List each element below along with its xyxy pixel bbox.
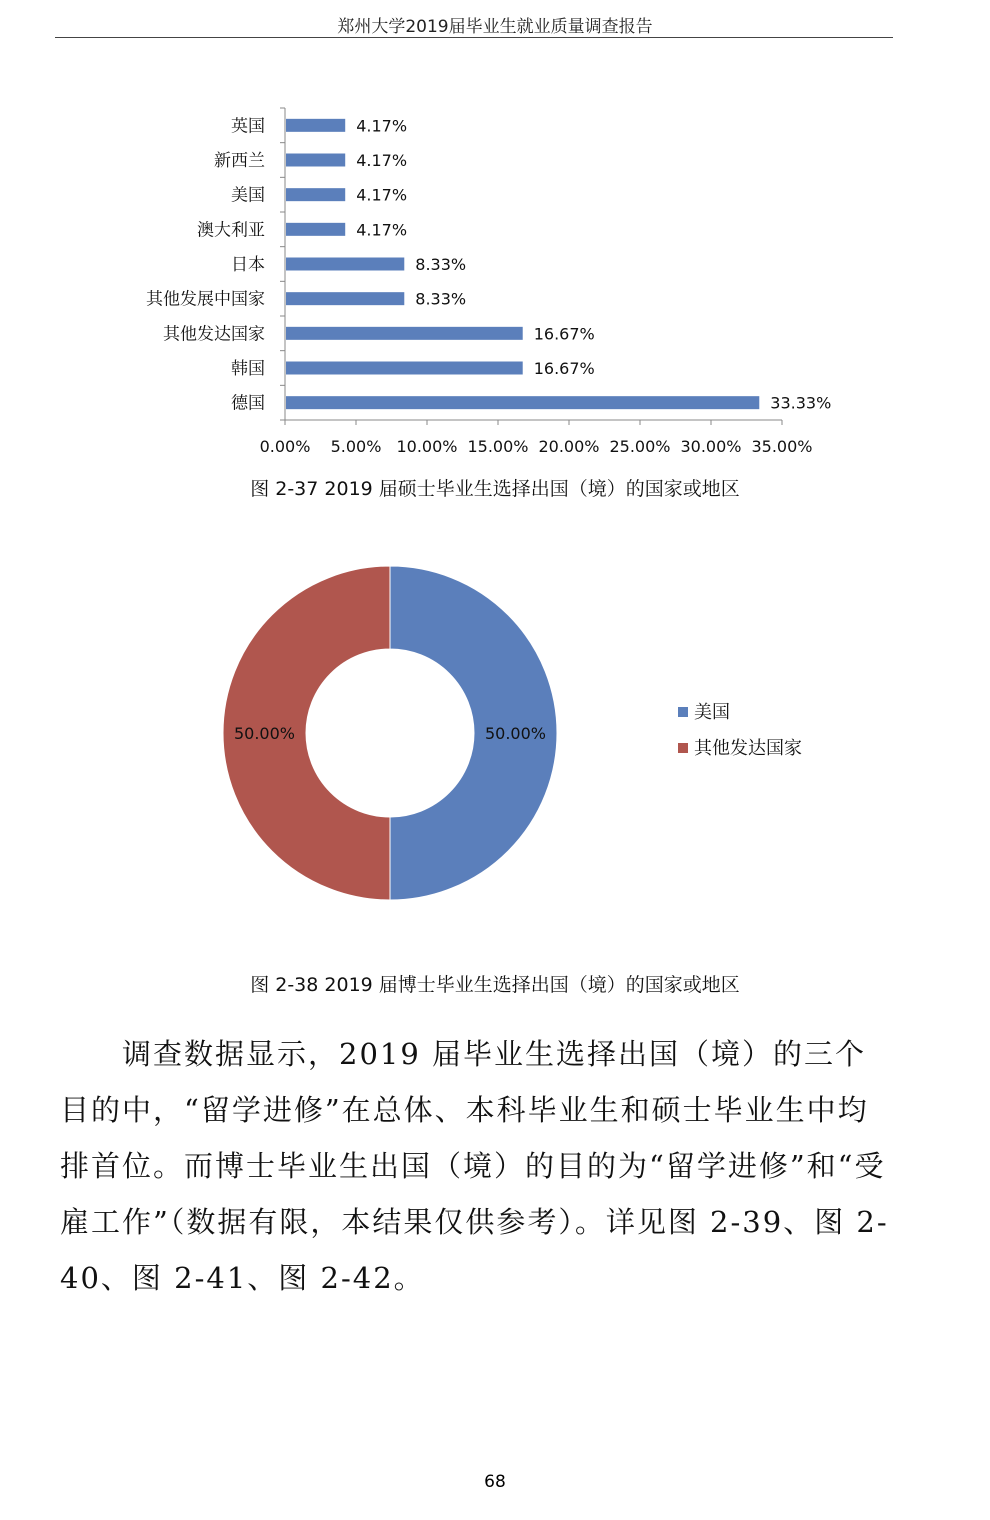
data-label: 16.67% xyxy=(533,324,595,344)
data-label: 4.17% xyxy=(356,116,408,136)
x-tick-label: 20.00% xyxy=(538,437,600,456)
slice-data-label: 50.00% xyxy=(233,724,296,743)
data-label: 4.17% xyxy=(356,185,408,205)
x-tick-label: 35.00% xyxy=(751,437,813,456)
body-paragraph: 调查数据显示，2019 届毕业生选择出国（境）的三个目的中，“留学进修”在总体、本科毕业生和硕士毕业生中均排首位。而博士毕业生出国（境）的目的为“留学进修”和“受雇工作”（数据有限，本结果仅供参考）。详见图 2-39、图 2-40、图 2-41、图 2-42。 xyxy=(60,1037,889,1295)
data-label: 4.17% xyxy=(356,151,408,170)
y-tick-label: 日本 xyxy=(231,255,265,275)
y-tick-label: 英国 xyxy=(231,116,265,137)
bar xyxy=(286,362,523,375)
y-tick-label: 德国 xyxy=(231,393,265,414)
y-tick-label: 新西兰 xyxy=(214,151,265,171)
y-tick-label: 其他发达国家 xyxy=(163,324,265,345)
x-tick-label: 0.00% xyxy=(259,437,311,456)
data-label: 4.17% xyxy=(356,220,408,240)
bar xyxy=(286,258,404,271)
data-label: 8.33% xyxy=(415,289,467,309)
y-tick-label: 韩国 xyxy=(231,359,265,379)
bar xyxy=(286,327,523,340)
bar xyxy=(286,396,759,409)
donut-chart xyxy=(0,555,990,915)
page-number: 68 xyxy=(484,1472,506,1492)
x-tick-label: 25.00% xyxy=(609,437,671,456)
bar-chart xyxy=(0,90,990,470)
x-tick-label: 10.00% xyxy=(396,437,458,456)
slice-data-label: 50.00% xyxy=(484,724,547,743)
figure-caption-2-37: 图 2-37 2019 届硕士毕业生选择出国（境）的国家或地区 xyxy=(250,478,740,500)
data-label: 33.33% xyxy=(770,393,832,413)
legend-label: 其他发达国家 xyxy=(694,738,802,759)
y-tick-label: 其他发展中国家 xyxy=(146,289,265,310)
y-tick-label: 美国 xyxy=(231,185,265,206)
x-tick-label: 5.00% xyxy=(330,437,382,456)
data-label: 16.67% xyxy=(533,359,595,378)
figure-caption-2-38: 图 2-38 2019 届博士毕业生选择出国（境）的国家或地区 xyxy=(250,974,740,996)
page-header: 郑州大学2019届毕业生就业质量调查报告 xyxy=(337,17,653,37)
bar xyxy=(286,292,404,305)
bar xyxy=(286,188,345,201)
y-tick-label: 澳大利亚 xyxy=(197,220,265,241)
header-rule xyxy=(55,37,893,38)
bar xyxy=(286,154,345,167)
bar xyxy=(286,119,345,132)
x-tick-label: 15.00% xyxy=(467,437,529,456)
data-label: 8.33% xyxy=(415,255,467,274)
legend-swatch xyxy=(678,743,688,753)
legend-label: 美国 xyxy=(694,702,730,723)
bar xyxy=(286,223,345,236)
x-tick-label: 30.00% xyxy=(680,437,742,456)
legend-swatch xyxy=(678,707,688,717)
